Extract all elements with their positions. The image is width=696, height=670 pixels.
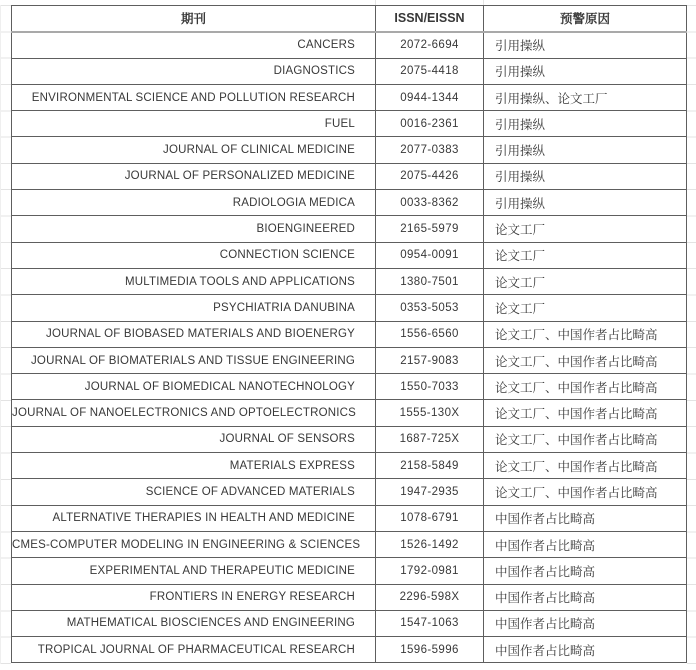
table-row [12, 295, 687, 321]
journal-name-cell: CANCERS [12, 32, 376, 58]
gridline-stub-right [687, 5, 696, 664]
journal-name-cell: JOURNAL OF BIOMEDICAL NANOTECHNOLOGY [12, 374, 376, 400]
warning-reason-cell: 引用操纵 [484, 32, 687, 58]
journal-name-cell: DIAGNOSTICS [12, 58, 376, 84]
issn-cell: 0353-5053 [376, 295, 484, 321]
warning-reason-cell: 引用操纵 [484, 58, 687, 84]
journal-warning-table [11, 5, 687, 663]
table-row [12, 610, 687, 636]
issn-cell: 1555-130X [376, 400, 484, 426]
warning-reason-cell: 中国作者占比畸高 [484, 637, 687, 663]
issn-cell: 1380-7501 [376, 268, 484, 294]
journal-name-cell: JOURNAL OF BIOBASED MATERIALS AND BIOENERGY [12, 321, 376, 347]
table-row [12, 584, 687, 610]
journal-name-cell: FUEL [12, 111, 376, 137]
table-row [12, 426, 687, 452]
journal-name-cell: JOURNAL OF PERSONALIZED MEDICINE [12, 163, 376, 189]
journal-name-cell: ENVIRONMENTAL SCIENCE AND POLLUTION RESEARCH [12, 84, 376, 110]
table-row [12, 111, 687, 137]
table-row [12, 58, 687, 84]
warning-reason-cell: 引用操纵 [484, 163, 687, 189]
journal-name-cell: MATERIALS EXPRESS [12, 453, 376, 479]
issn-cell: 2072-6694 [376, 32, 484, 58]
header-issn: ISSN/EISSN [376, 6, 484, 32]
journal-name-cell: JOURNAL OF NANOELECTRONICS AND OPTOELECTRONICS [12, 400, 376, 426]
issn-cell: 1556-6560 [376, 321, 484, 347]
table-row [12, 321, 687, 347]
table-row [12, 374, 687, 400]
table-row [12, 32, 687, 58]
header-journal: 期刊 [12, 6, 376, 32]
journal-name-cell: RADIOLOGIA MEDICA [12, 190, 376, 216]
journal-name-cell: CMES-COMPUTER MODELING IN ENGINEERING & SCIENCES [12, 531, 376, 557]
table-row [12, 84, 687, 110]
table-body [12, 32, 687, 663]
warning-reason-cell: 论文工厂、中国作者占比畸高 [484, 347, 687, 373]
issn-cell: 0033-8362 [376, 190, 484, 216]
issn-cell: 0016-2361 [376, 111, 484, 137]
table-row [12, 216, 687, 242]
journal-name-cell: TROPICAL JOURNAL OF PHARMACEUTICAL RESEARCH [12, 637, 376, 663]
warning-reason-cell: 论文工厂、中国作者占比畸高 [484, 479, 687, 505]
warning-reason-cell: 中国作者占比畸高 [484, 584, 687, 610]
issn-cell: 1550-7033 [376, 374, 484, 400]
issn-cell: 1687-725X [376, 426, 484, 452]
journal-name-cell: BIOENGINEERED [12, 216, 376, 242]
journal-name-cell: JOURNAL OF BIOMATERIALS AND TISSUE ENGINEERING [12, 347, 376, 373]
gridline-stub-left [0, 5, 11, 664]
issn-cell: 2158-5849 [376, 453, 484, 479]
issn-cell: 0944-1344 [376, 84, 484, 110]
table-row [12, 347, 687, 373]
issn-cell: 2077-0383 [376, 137, 484, 163]
warning-reason-cell: 论文工厂 [484, 295, 687, 321]
issn-cell: 2075-4418 [376, 58, 484, 84]
table-row [12, 505, 687, 531]
journal-name-cell: JOURNAL OF SENSORS [12, 426, 376, 452]
table-row [12, 400, 687, 426]
warning-reason-cell: 论文工厂 [484, 216, 687, 242]
issn-cell: 1947-2935 [376, 479, 484, 505]
issn-cell: 2165-5979 [376, 216, 484, 242]
issn-cell: 2157-9083 [376, 347, 484, 373]
table-row [12, 453, 687, 479]
table-row [12, 163, 687, 189]
warning-reason-cell: 中国作者占比畸高 [484, 505, 687, 531]
table-row [12, 637, 687, 663]
journal-name-cell: MATHEMATICAL BIOSCIENCES AND ENGINEERING [12, 610, 376, 636]
issn-cell: 1547-1063 [376, 610, 484, 636]
warning-reason-cell: 引用操纵 [484, 137, 687, 163]
warning-reason-cell: 论文工厂、中国作者占比畸高 [484, 453, 687, 479]
warning-reason-cell: 引用操纵 [484, 111, 687, 137]
issn-cell: 0954-0091 [376, 242, 484, 268]
warning-reason-cell: 中国作者占比畸高 [484, 558, 687, 584]
table-row [12, 531, 687, 557]
table-row [12, 558, 687, 584]
warning-reason-cell: 引用操纵 [484, 190, 687, 216]
warning-reason-cell: 论文工厂、中国作者占比畸高 [484, 400, 687, 426]
table-row [12, 137, 687, 163]
warning-reason-cell: 论文工厂 [484, 268, 687, 294]
warning-reason-cell: 中国作者占比畸高 [484, 531, 687, 557]
issn-cell: 1078-6791 [376, 505, 484, 531]
issn-cell: 2296-598X [376, 584, 484, 610]
warning-reason-cell: 论文工厂 [484, 242, 687, 268]
table-row [12, 190, 687, 216]
header-warning-reason: 预警原因 [484, 6, 687, 32]
table-row [12, 268, 687, 294]
header-row [12, 6, 687, 32]
warning-reason-cell: 论文工厂、中国作者占比畸高 [484, 321, 687, 347]
journal-name-cell: MULTIMEDIA TOOLS AND APPLICATIONS [12, 268, 376, 294]
warning-reason-cell: 论文工厂、中国作者占比畸高 [484, 374, 687, 400]
issn-cell: 1526-1492 [376, 531, 484, 557]
issn-cell: 1792-0981 [376, 558, 484, 584]
journal-name-cell: ALTERNATIVE THERAPIES IN HEALTH AND MEDICINE [12, 505, 376, 531]
issn-cell: 2075-4426 [376, 163, 484, 189]
journal-name-cell: PSYCHIATRIA DANUBINA [12, 295, 376, 321]
table-row [12, 242, 687, 268]
journal-name-cell: FRONTIERS IN ENERGY RESEARCH [12, 584, 376, 610]
warning-reason-cell: 中国作者占比畸高 [484, 610, 687, 636]
journal-name-cell: JOURNAL OF CLINICAL MEDICINE [12, 137, 376, 163]
warning-reason-cell: 引用操纵、论文工厂 [484, 84, 687, 110]
journal-name-cell: EXPERIMENTAL AND THERAPEUTIC MEDICINE [12, 558, 376, 584]
journal-name-cell: SCIENCE OF ADVANCED MATERIALS [12, 479, 376, 505]
issn-cell: 1596-5996 [376, 637, 484, 663]
journal-name-cell: CONNECTION SCIENCE [12, 242, 376, 268]
table-row [12, 479, 687, 505]
warning-reason-cell: 论文工厂、中国作者占比畸高 [484, 426, 687, 452]
